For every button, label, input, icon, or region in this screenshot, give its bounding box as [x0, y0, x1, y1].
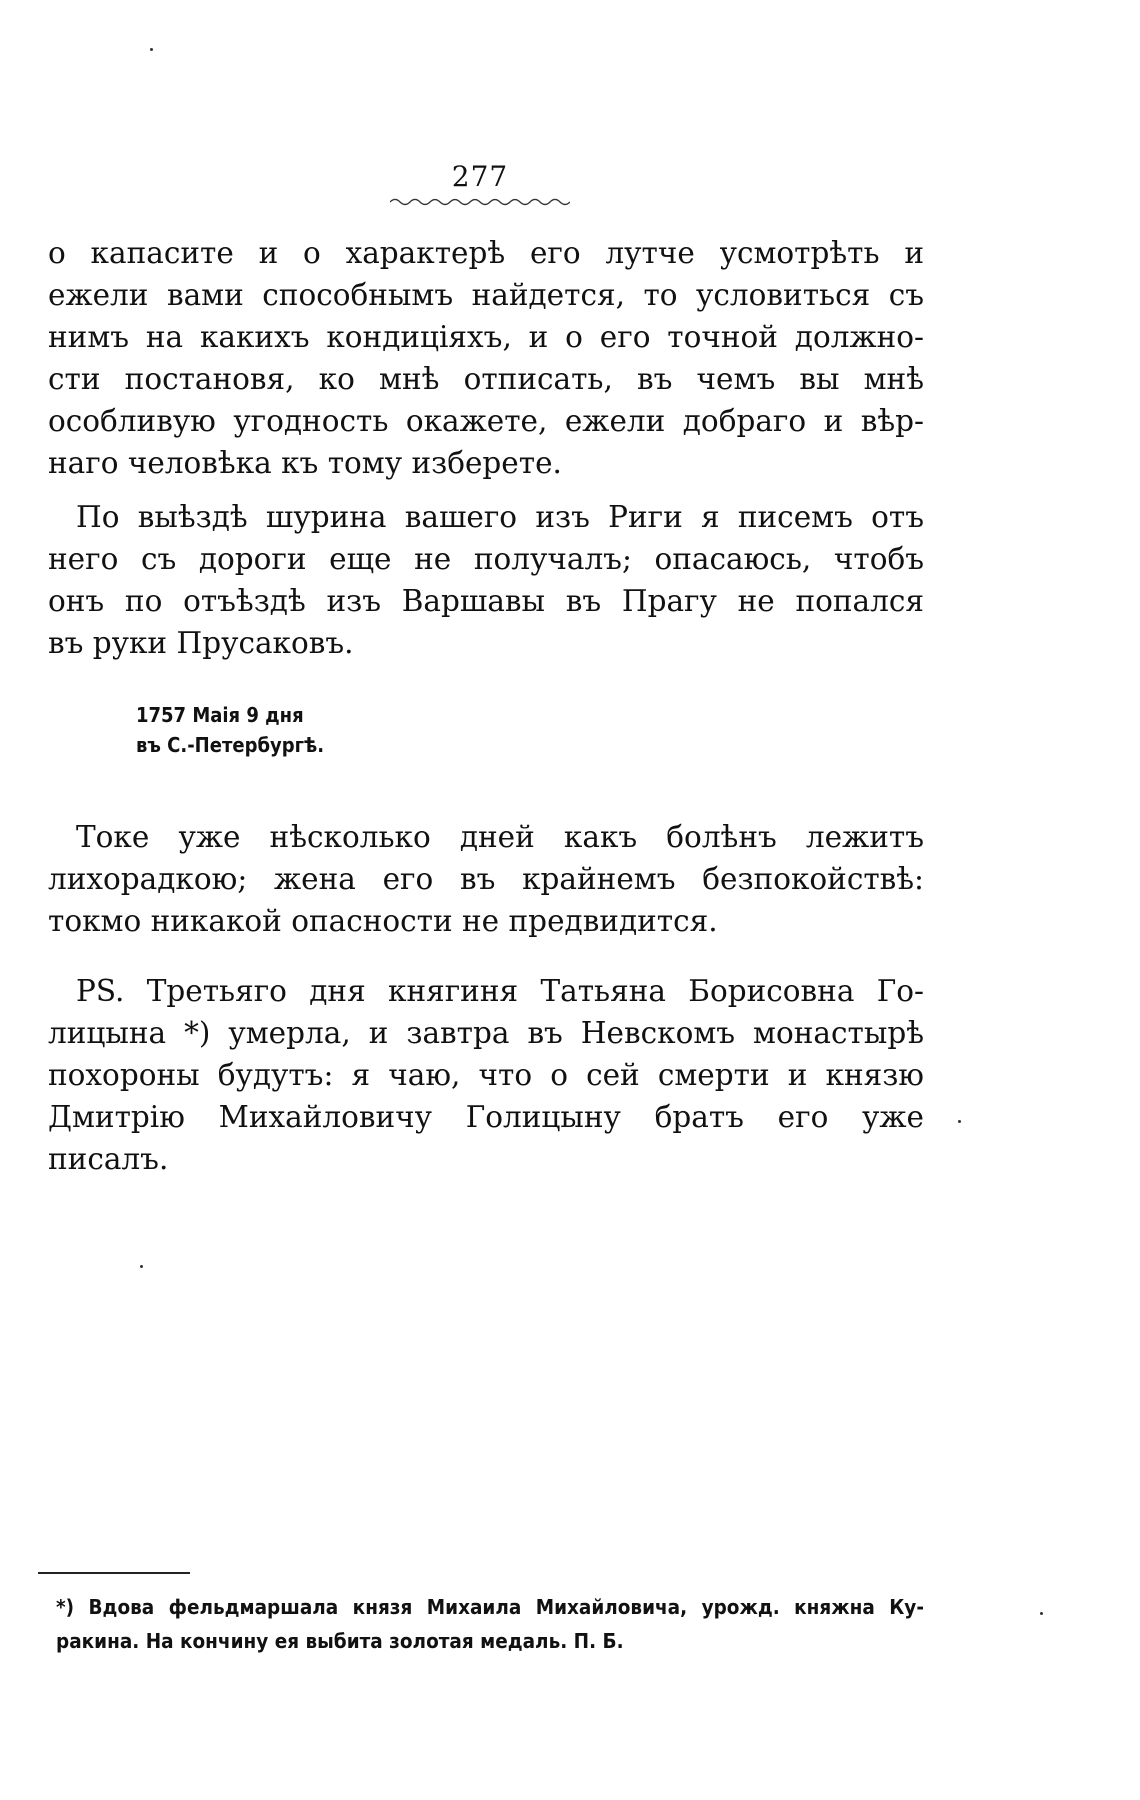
paragraph-line: лицына *) умерла, и завтра въ Невскомъ монастырѣ [48, 1016, 924, 1050]
paragraph-line: похороны будутъ: я чаю, что о сей смерти и князю [48, 1058, 924, 1092]
paragraph-line: писалъ. [48, 1142, 169, 1176]
print-speck [150, 48, 153, 51]
letter-date: 1757 Маія 9 дня [136, 703, 304, 727]
paragraph-line: По выѣздѣ шурина вашего изъ Риги я писемъ отъ [76, 500, 924, 534]
print-speck [1040, 1612, 1043, 1615]
paragraph-line: въ руки Прусаковъ. [48, 626, 354, 660]
print-speck [140, 1265, 143, 1268]
paragraph-1 [48, 232, 924, 484]
print-speck [958, 1120, 961, 1123]
paragraph-line: онъ по отъѣздѣ изъ Варшавы въ Прагу не попался [48, 584, 924, 618]
paragraph-line: Токе уже нѣсколько дней какъ болѣнъ лежитъ [76, 820, 924, 854]
paragraph-3 [48, 816, 924, 942]
paragraph-line: PS. Третьяго дня княгиня Татьяна Борисовна Го- [76, 974, 924, 1008]
page-number-ornament [390, 197, 570, 207]
postscript [48, 970, 924, 1180]
paragraph-line: токмо никакой опасности не предвидится. [48, 904, 718, 938]
paragraph-2 [48, 496, 924, 664]
paragraph-line: лихорадкою; жена его въ крайнемъ безпокойствѣ: [48, 862, 924, 896]
paragraph-line: особливую угодность окажете, ежели добраго и вѣр- [48, 404, 924, 438]
paragraph-line: Дмитрiю Михайловичу Голицыну братъ его уже [48, 1100, 924, 1134]
paragraph-line: о капасите и о характерѣ его лутче усмотрѣть и [48, 236, 924, 270]
paragraph-line: ежели вами способнымъ найдется, то условиться съ [48, 278, 924, 312]
paragraph-line: наго человѣка къ тому изберете. [48, 446, 562, 480]
paragraph-line: сти постановя, ко мнѣ отписать, въ чемъ вы мнѣ [48, 362, 924, 396]
page-number: 277 [451, 160, 509, 193]
paragraph-line: нимъ на какихъ кондицiяхъ, и о его точной должно- [48, 320, 924, 354]
footnote-line: ракина. На кончину ея выбита золотая медаль. П. Б. [56, 1629, 624, 1653]
letter-place: въ С.-Петербургѣ. [136, 733, 325, 757]
footnote [56, 1590, 924, 1658]
footnote-divider [38, 1572, 190, 1574]
footnote-line: *) Вдова фельдмаршала князя Михаила Михайловича, урожд. княжна Ку- [56, 1595, 924, 1619]
paragraph-line: него съ дороги еще не получалъ; опасаюсь, чтобъ [48, 542, 924, 576]
